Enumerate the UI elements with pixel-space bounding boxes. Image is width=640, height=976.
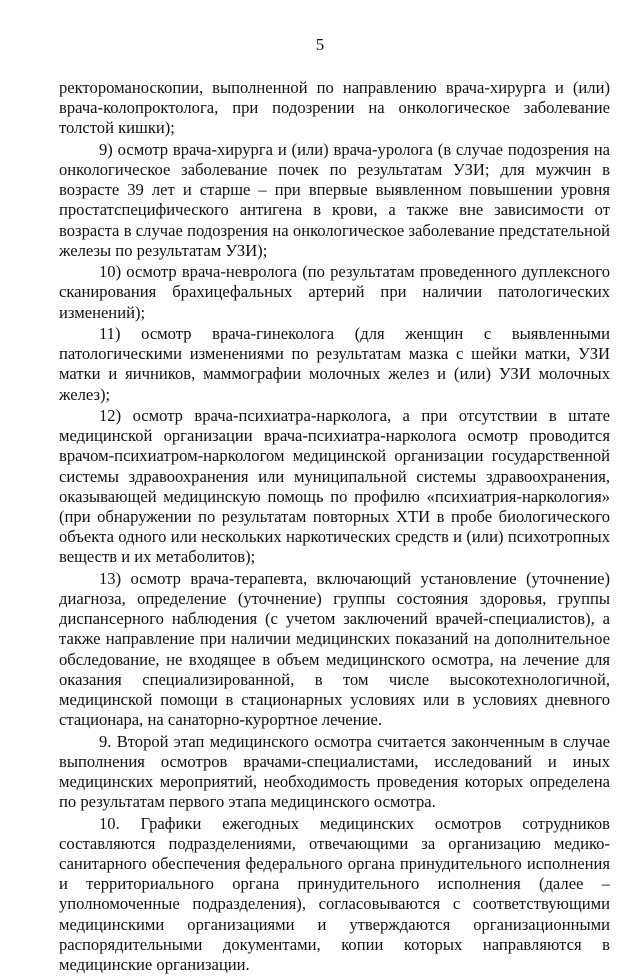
page-number: 5 <box>315 35 325 54</box>
document-body <box>59 78 610 976</box>
paragraph-continuation: ректороманоскопии, выполненной по направлению врача-хирурга и (или) врача-колопроктолога, при подозрении на онкологическое заболевание толстой кишки); <box>59 78 610 138</box>
item-9-surgeon-urologist: 9) осмотр врача-хирурга и (или) врача-уролога (в случае подозрения на онкологическое заболевание почек по результатам УЗИ; для мужчин в возрасте 39 лет и старше – при впервые выявленном повышении уровня простатспецифического антигена в крови, а также вне зависимости от возраста в случае подозрения на онкологическое заболевание предстательной железы по результатам УЗИ); <box>59 139 610 260</box>
item-12-psychiatrist-narcologist: 12) осмотр врача-психиатра-нарколога, а при отсутствии в штате медицинской организации врача-психиатра-нарколога осмотр проводится врачом-психиатром-наркологом медицинской организации государственной системы здравоохранения или муниципальной системы здравоохранения, оказывающей медицинскую помощь по профилю «психиатрия-наркология» (при обнаружении по результатам повторных ХТИ в пробе биологического объекта одного или нескольких наркотических средств и (или) психотропных веществ и их метаболитов); <box>59 406 610 567</box>
item-10-neurologist: 10) осмотр врача-невролога (по результатам проведенного дуплексного сканирования брахицефальных артерий при наличии патологических изменений); <box>59 262 610 322</box>
item-13-therapist: 13) осмотр врача-терапевта, включающий установление (уточнение) диагноза, определение (уточнение) группы состояния здоровья, группы диспансерного наблюдения (с учетом заключений врачей-специалистов), а также направление при наличии медицинских показаний на дополнительное обследование, не входящее в объем медицинского осмотра, на лечение для оказания специализированной, в том числе высокотехнологичной, медицинской помощи в стационарных условиях или в условиях дневного стационара, на санаторно-курортное лечение. <box>59 568 610 730</box>
clause-9-second-stage: 9. Второй этап медицинского осмотра считается законченным в случае выполнения осмотров врачами-специалистами, исследований и иных медицинских мероприятий, необходимость проведения которых определена по результатам первого этапа медицинского осмотра. <box>59 731 610 812</box>
item-11-gynecologist: 11) осмотр врача-гинеколога (для женщин с выявленными патологическими изменениями по результатам мазка с шейки матки, УЗИ матки и яичников, маммографии молочных желез и (или) УЗИ молочных желез); <box>59 324 610 404</box>
clause-10-schedules: 10. Графики ежегодных медицинских осмотров сотрудников составляются подразделениями, отвечающими за организацию медико-санитарного обеспечения федерального органа принудительного исполнения и территориального органа принудительного исполнения (далее – уполномоченные подразделения), согласовываются с соответствующими медицинскими организациями и утверждаются организационными распорядительными документами, копии которых направляются в медицинские организации. <box>59 813 610 975</box>
